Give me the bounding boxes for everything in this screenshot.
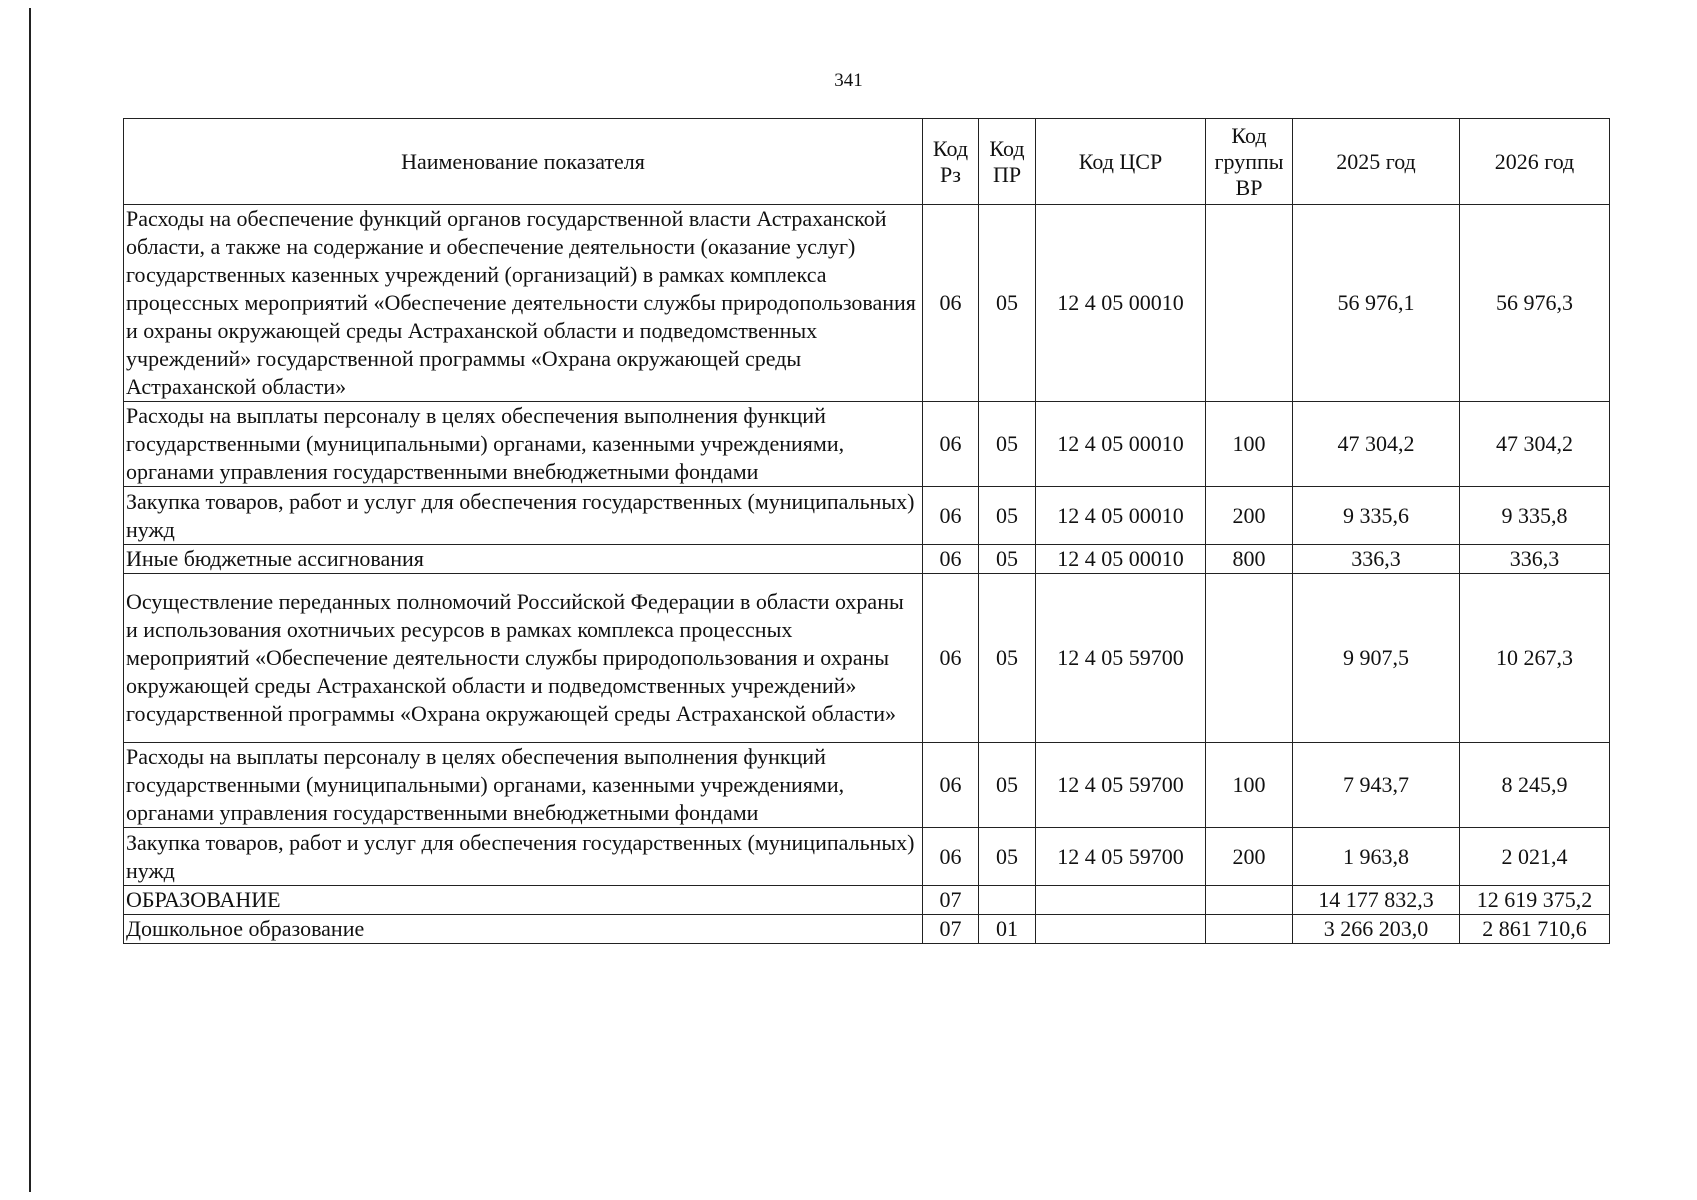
cell-csr: 12 4 05 59700 xyxy=(1036,828,1206,886)
cell-name: Осуществление переданных полномочий Российской Федерации в области охраны и использования охотничьих ресурсов в рамках комплекса процессных мероприятий «Обеспечение деятельности службы природопользования и охраны окружающей среды Астраханской области и подведомственных учреждений» государственной программы «Охрана окружающей среды Астраханской области» xyxy=(124,574,923,743)
table-row xyxy=(124,487,1610,545)
cell-vr: 100 xyxy=(1206,402,1293,487)
table-row xyxy=(124,886,1610,915)
cell-2025: 7 943,7 xyxy=(1293,743,1460,828)
cell-2026: 12 619 375,2 xyxy=(1460,886,1610,915)
cell-vr: 100 xyxy=(1206,743,1293,828)
cell-pr: 05 xyxy=(979,205,1036,402)
cell-2026: 10 267,3 xyxy=(1460,574,1610,743)
header-pr: Код ПР xyxy=(979,119,1036,205)
cell-name: Расходы на обеспечение функций органов государственной власти Астраханской области, а также на содержание и обеспечение деятельности (оказание услуг) государственных казенных учреждений (организаций) в рамках комплекса процессных мероприятий «Обеспечение деятельности службы природопользования и охраны окружающей среды Астраханской области и подведомственных учреждений» государственной программы «Охрана окружающей среды Астраханской области» xyxy=(124,205,923,402)
cell-pr: 05 xyxy=(979,743,1036,828)
cell-pr: 05 xyxy=(979,402,1036,487)
cell-2026: 47 304,2 xyxy=(1460,402,1610,487)
cell-rz: 06 xyxy=(923,487,979,545)
cell-2025: 9 907,5 xyxy=(1293,574,1460,743)
cell-2026: 2 021,4 xyxy=(1460,828,1610,886)
table-header-row xyxy=(124,119,1610,205)
cell-rz: 06 xyxy=(923,402,979,487)
cell-2025: 3 266 203,0 xyxy=(1293,915,1460,944)
table-row xyxy=(124,915,1610,944)
cell-2025: 1 963,8 xyxy=(1293,828,1460,886)
cell-rz: 07 xyxy=(923,886,979,915)
cell-name: Расходы на выплаты персоналу в целях обеспечения выполнения функций государственными (муниципальными) органами, казенными учреждениями, органами управления государственными внебюджетными фондами xyxy=(124,743,923,828)
cell-pr: 05 xyxy=(979,574,1036,743)
header-rz: Код Рз xyxy=(923,119,979,205)
header-2025: 2025 год xyxy=(1293,119,1460,205)
cell-vr xyxy=(1206,574,1293,743)
cell-2026: 9 335,8 xyxy=(1460,487,1610,545)
page-edge-line xyxy=(29,8,31,1192)
cell-name: Дошкольное образование xyxy=(124,915,923,944)
cell-2025: 9 335,6 xyxy=(1293,487,1460,545)
budget-table xyxy=(123,118,1610,944)
cell-2025: 14 177 832,3 xyxy=(1293,886,1460,915)
cell-csr: 12 4 05 00010 xyxy=(1036,402,1206,487)
cell-csr xyxy=(1036,915,1206,944)
cell-vr: 200 xyxy=(1206,828,1293,886)
cell-name: Иные бюджетные ассигнования xyxy=(124,545,923,574)
cell-2025: 56 976,1 xyxy=(1293,205,1460,402)
cell-csr: 12 4 05 00010 xyxy=(1036,487,1206,545)
cell-vr xyxy=(1206,205,1293,402)
cell-rz: 06 xyxy=(923,828,979,886)
header-2026: 2026 год xyxy=(1460,119,1610,205)
header-name: Наименование показателя xyxy=(124,119,923,205)
cell-2026: 336,3 xyxy=(1460,545,1610,574)
cell-name: Расходы на выплаты персоналу в целях обеспечения выполнения функций государственными (муниципальными) органами, казенными учреждениями, органами управления государственными внебюджетными фондами xyxy=(124,402,923,487)
cell-rz: 07 xyxy=(923,915,979,944)
header-csr: Код ЦСР xyxy=(1036,119,1206,205)
cell-vr: 800 xyxy=(1206,545,1293,574)
cell-csr: 12 4 05 00010 xyxy=(1036,545,1206,574)
table-row xyxy=(124,402,1610,487)
cell-name: Закупка товаров, работ и услуг для обеспечения государственных (муниципальных) нужд xyxy=(124,828,923,886)
cell-rz: 06 xyxy=(923,205,979,402)
cell-2025: 336,3 xyxy=(1293,545,1460,574)
cell-csr xyxy=(1036,886,1206,915)
cell-name: Закупка товаров, работ и услуг для обеспечения государственных (муниципальных) нужд xyxy=(124,487,923,545)
header-vr: Код группы ВР xyxy=(1206,119,1293,205)
cell-pr: 05 xyxy=(979,487,1036,545)
cell-pr: 01 xyxy=(979,915,1036,944)
cell-rz: 06 xyxy=(923,743,979,828)
cell-csr: 12 4 05 59700 xyxy=(1036,574,1206,743)
cell-csr: 12 4 05 00010 xyxy=(1036,205,1206,402)
cell-2026: 56 976,3 xyxy=(1460,205,1610,402)
cell-csr: 12 4 05 59700 xyxy=(1036,743,1206,828)
table-row xyxy=(124,545,1610,574)
cell-vr xyxy=(1206,886,1293,915)
cell-vr xyxy=(1206,915,1293,944)
cell-rz: 06 xyxy=(923,574,979,743)
cell-pr: 05 xyxy=(979,828,1036,886)
table-row xyxy=(124,743,1610,828)
page-number: 341 xyxy=(834,70,863,91)
table-row xyxy=(124,205,1610,402)
cell-name: ОБРАЗОВАНИЕ xyxy=(124,886,923,915)
cell-pr: 05 xyxy=(979,545,1036,574)
table-row xyxy=(124,574,1610,743)
cell-rz: 06 xyxy=(923,545,979,574)
cell-vr: 200 xyxy=(1206,487,1293,545)
table-row xyxy=(124,828,1610,886)
cell-2025: 47 304,2 xyxy=(1293,402,1460,487)
cell-pr xyxy=(979,886,1036,915)
cell-2026: 2 861 710,6 xyxy=(1460,915,1610,944)
cell-2026: 8 245,9 xyxy=(1460,743,1610,828)
